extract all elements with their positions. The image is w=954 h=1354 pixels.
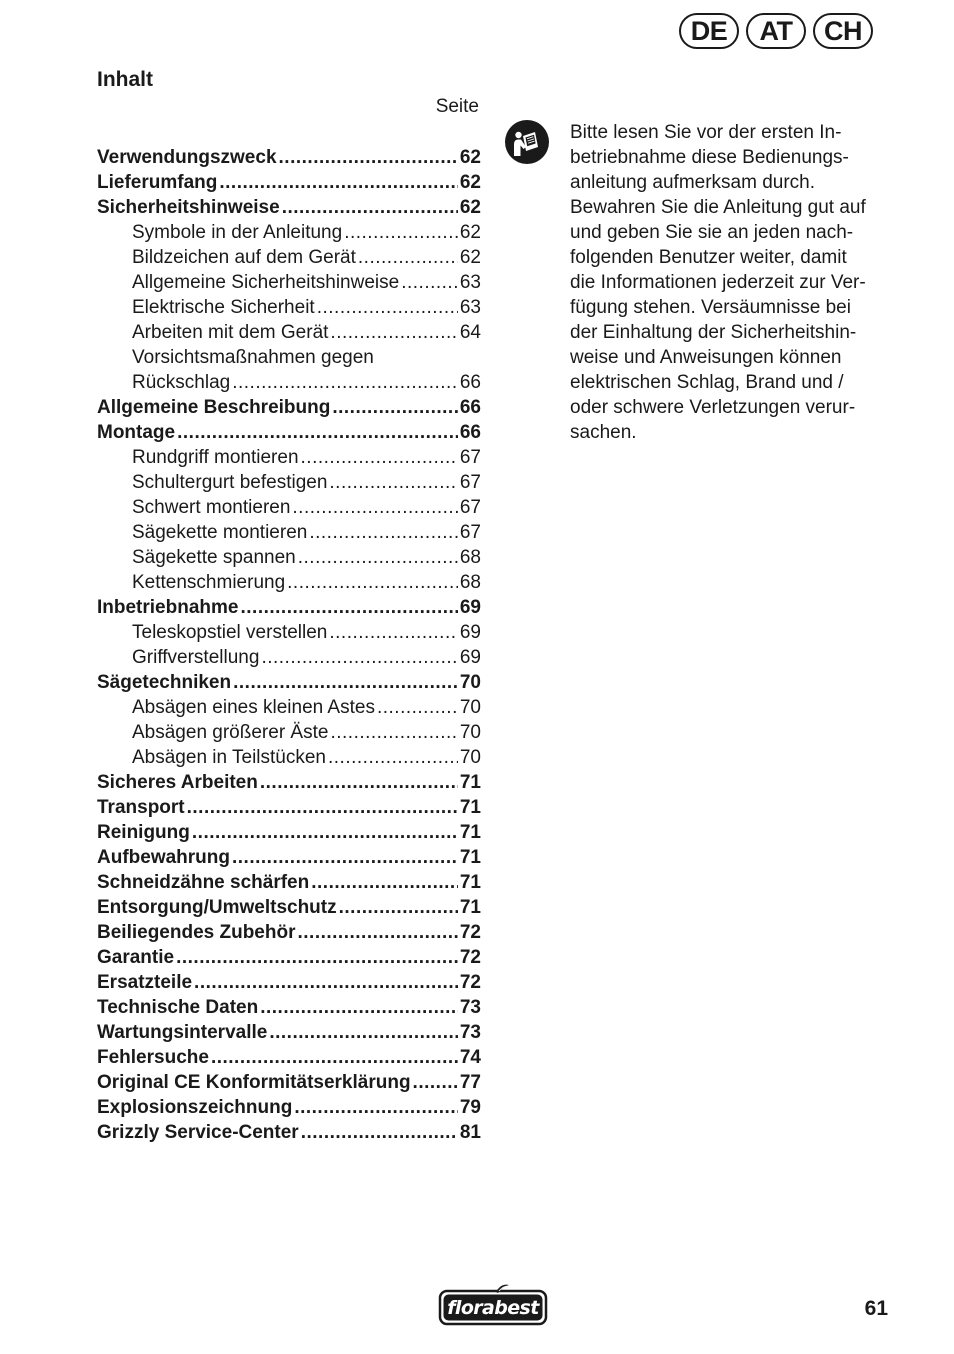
notice-line: anleitung aufmerksam durch.: [570, 172, 816, 193]
toc-entry-page: 68: [459, 572, 481, 593]
toc-entry: [97, 295, 481, 320]
toc-leader-dots: [297, 920, 457, 945]
toc-entry: [97, 370, 481, 395]
toc-leader-dots: [332, 395, 458, 420]
toc-leader-dots: [294, 1095, 458, 1120]
toc-entry: [97, 1020, 481, 1045]
toc-entry: [97, 395, 481, 420]
toc-leader-dots: [330, 720, 457, 745]
toc-entry-page: 62: [459, 147, 481, 168]
toc-entry-page: 73: [459, 1022, 481, 1043]
toc-entry-page: 71: [459, 797, 481, 818]
toc-entry: [97, 995, 481, 1020]
toc-entry: [97, 470, 481, 495]
toc-entry: [97, 320, 481, 345]
toc-entry-label: Sägekette spannen: [132, 547, 296, 568]
toc-entry-page: 70: [459, 697, 481, 718]
toc-leader-dots: [269, 1020, 458, 1045]
toc-entry-label: Transport: [97, 797, 185, 818]
toc-entry-label: Kettenschmierung: [132, 572, 286, 593]
toc-entry-page: 66: [459, 422, 481, 443]
toc-entry-label: Sägetechniken: [97, 672, 232, 693]
toc-entry: [97, 745, 481, 770]
toc-entry-page: 68: [459, 547, 481, 568]
toc-entry-page: 70: [459, 747, 481, 768]
notice-line: sachen.: [570, 422, 637, 443]
toc-entry: [97, 220, 481, 245]
toc-leader-dots: [192, 820, 458, 845]
toc-entry: [97, 520, 481, 545]
toc-entry-label: Rundgriff montieren: [132, 447, 299, 468]
toc-leader-dots: [279, 145, 458, 170]
toc-leader-dots: [317, 295, 458, 320]
logo-wordmark: florabest: [447, 1297, 539, 1319]
toc-entry-label: Sicherheitshinweise: [97, 197, 280, 218]
notice-line: betriebnahme diese Bedienungs-: [570, 147, 849, 168]
toc-entry: [97, 1070, 481, 1095]
toc-leader-dots: [187, 795, 458, 820]
toc-entry-label: Montage: [97, 422, 176, 443]
read-manual-icon: [505, 120, 549, 164]
toc-entry: [97, 245, 481, 270]
toc-entry: [97, 820, 481, 845]
toc-entry-page: 71: [459, 847, 481, 868]
toc-entry-page: 69: [459, 622, 481, 643]
toc-entry-label: Allgemeine Beschreibung: [97, 397, 331, 418]
toc-leader-dots: [233, 670, 458, 695]
toc-entry-page: 63: [459, 272, 481, 293]
toc-entry-page: 70: [459, 722, 481, 743]
toc-entry-page: 73: [459, 997, 481, 1018]
toc-entry-label: Explosionszeichnung: [97, 1097, 293, 1118]
toc-leader-dots: [301, 1120, 458, 1145]
language-badge-ch: CH: [813, 13, 873, 49]
toc-entry-label: Lieferumfang: [97, 172, 218, 193]
toc-entry: [97, 195, 481, 220]
toc-entry-label: Ersatzteile: [97, 972, 193, 993]
notice-line: die Informationen jederzeit zur Ver-: [570, 272, 866, 293]
toc-entry: [97, 870, 481, 895]
toc-entry-label: Original CE Konformitätserklärung: [97, 1072, 411, 1093]
toc-entry-label: Schneidzähne schärfen: [97, 872, 310, 893]
florabest-logo: [438, 1282, 548, 1326]
toc-entry-label: Bildzeichen auf dem Gerät: [132, 247, 356, 268]
toc-entry-label: Absägen größerer Äste: [132, 722, 329, 743]
toc-entry-page: 72: [459, 947, 481, 968]
toc-entry: [97, 570, 481, 595]
toc-entry: [97, 420, 481, 445]
toc-entry-page: 79: [459, 1097, 481, 1118]
toc-entry-label: Beiliegendes Zubehör: [97, 922, 296, 943]
toc-entry-page: 66: [459, 397, 481, 418]
toc-leader-dots: [377, 695, 458, 720]
toc-leader-dots: [177, 420, 458, 445]
toc-entry-label: Inbetriebnahme: [97, 597, 239, 618]
toc-entry-label: Absägen eines kleinen Astes: [132, 697, 375, 718]
toc-entry-label: Griffverstellung: [132, 647, 260, 668]
toc-leader-dots: [329, 620, 457, 645]
toc-entry: [97, 695, 481, 720]
notice-line: und geben Sie sie an jeden nach-: [570, 222, 854, 243]
toc-entry: [97, 670, 481, 695]
toc-entry-page: 67: [459, 472, 481, 493]
toc-entry: [97, 345, 481, 370]
toc-entry-page: 71: [459, 772, 481, 793]
reading-notice: [570, 120, 895, 445]
toc-entry: [97, 895, 481, 920]
toc-leader-dots: [401, 270, 458, 295]
toc-entry-label: Grizzly Service-Center: [97, 1122, 299, 1143]
notice-line: folgenden Benutzer weiter, damit: [570, 247, 847, 268]
toc-entry: [97, 595, 481, 620]
toc-entry: [97, 645, 481, 670]
toc-entry-label: Allgemeine Sicherheitshinweise: [132, 272, 400, 293]
notice-line: der Einhaltung der Sicherheitshin-: [570, 322, 857, 343]
toc-entry-page: 69: [459, 647, 481, 668]
toc-leader-dots: [282, 195, 458, 220]
toc-leader-dots: [358, 245, 458, 270]
toc-entry: [97, 495, 481, 520]
toc-entry-page: 81: [459, 1122, 481, 1143]
toc-entry-page: 71: [459, 872, 481, 893]
toc-leader-dots: [260, 770, 458, 795]
toc-entry: [97, 170, 481, 195]
toc-leader-dots: [328, 745, 458, 770]
toc-leader-dots: [339, 895, 458, 920]
toc-leader-dots: [261, 645, 457, 670]
toc-entry: [97, 1095, 481, 1120]
toc-entry-label: Sicheres Arbeiten: [97, 772, 258, 793]
toc-entry: [97, 720, 481, 745]
toc-entry-page: 70: [459, 672, 481, 693]
toc-entry-label: Verwendungszweck: [97, 147, 277, 168]
toc-leader-dots: [298, 545, 458, 570]
page-column-label: Seite: [435, 96, 479, 117]
toc-entry: [97, 545, 481, 570]
toc-leader-dots: [219, 170, 458, 195]
toc-leader-dots: [176, 945, 458, 970]
toc-leader-dots: [287, 570, 458, 595]
toc-entry-page: 77: [459, 1072, 481, 1093]
notice-line: Bewahren Sie die Anleitung gut auf: [570, 197, 866, 218]
toc-leader-dots: [260, 995, 458, 1020]
toc-leader-dots: [301, 445, 458, 470]
toc-leader-dots: [344, 220, 458, 245]
toc-entry-page: 67: [459, 447, 481, 468]
toc-entry: [97, 795, 481, 820]
toc-entry: [97, 620, 481, 645]
toc-entry-label: Elektrische Sicherheit: [132, 297, 315, 318]
toc-entry: [97, 1120, 481, 1145]
toc-entry-label: Schwert montieren: [132, 497, 291, 518]
toc-entry: [97, 970, 481, 995]
toc-entry-label: Entsorgung/Umweltschutz: [97, 897, 337, 918]
notice-line: Bitte lesen Sie vor der ersten In-: [570, 122, 842, 143]
table-of-contents: [97, 145, 481, 1145]
toc-entry-label: Symbole in der Anleitung: [132, 222, 343, 243]
toc-entry-label: Vorsichtsmaßnahmen gegen: [132, 347, 374, 368]
toc-entry-label: Fehlersuche: [97, 1047, 209, 1068]
toc-entry-page: 64: [459, 322, 481, 343]
notice-line: oder schwere Verletzungen verur-: [570, 397, 856, 418]
toc-entry-page: 62: [459, 222, 481, 243]
toc-entry-page: 63: [459, 297, 481, 318]
toc-entry: [97, 1045, 481, 1070]
toc-entry-page: 72: [459, 972, 481, 993]
toc-entry-page: 62: [459, 197, 481, 218]
toc-entry-label: Arbeiten mit dem Gerät: [132, 322, 329, 343]
toc-entry-label: Rückschlag: [132, 372, 231, 393]
toc-entry-page: 69: [459, 597, 481, 618]
toc-entry-label: Absägen in Teilstücken: [132, 747, 326, 768]
toc-entry: [97, 845, 481, 870]
toc-leader-dots: [413, 1070, 458, 1095]
toc-entry: [97, 145, 481, 170]
toc-entry-label: Aufbewahrung: [97, 847, 230, 868]
toc-entry-label: Garantie: [97, 947, 175, 968]
toc-leader-dots: [311, 870, 458, 895]
toc-entry-page: 71: [459, 897, 481, 918]
toc-entry-label: Teleskopstiel verstellen: [132, 622, 328, 643]
toc-title: Inhalt: [97, 68, 153, 91]
toc-entry: [97, 270, 481, 295]
toc-leader-dots: [240, 595, 457, 620]
toc-entry-page: 67: [459, 522, 481, 543]
toc-leader-dots: [194, 970, 458, 995]
toc-entry: [97, 945, 481, 970]
toc-entry-label: Sägekette montieren: [132, 522, 308, 543]
toc-leader-dots: [211, 1045, 458, 1070]
toc-leader-dots: [232, 370, 458, 395]
toc-entry-page: 74: [459, 1047, 481, 1068]
page-number: 61: [864, 1297, 888, 1320]
toc-entry-page: 72: [459, 922, 481, 943]
toc-entry-page: 71: [459, 822, 481, 843]
toc-leader-dots: [232, 845, 458, 870]
toc-entry-label: Technische Daten: [97, 997, 259, 1018]
toc-entry-label: Schultergurt befestigen: [132, 472, 328, 493]
language-badge-de: DE: [679, 13, 739, 49]
toc-entry-page: 62: [459, 172, 481, 193]
notice-line: elektrischen Schlag, Brand und /: [570, 372, 844, 393]
toc-entry: [97, 770, 481, 795]
language-badges: [679, 13, 873, 49]
toc-entry-page: 62: [459, 247, 481, 268]
toc-entry-label: Wartungsintervalle: [97, 1022, 268, 1043]
notice-line: weise und Anweisungen können: [570, 347, 842, 368]
toc-leader-dots: [330, 320, 457, 345]
toc-leader-dots: [309, 520, 458, 545]
language-badge-at: AT: [746, 13, 806, 49]
toc-entry: [97, 445, 481, 470]
toc-leader-dots: [292, 495, 457, 520]
toc-entry-page: 67: [459, 497, 481, 518]
toc-entry-label: Reinigung: [97, 822, 190, 843]
toc-entry: [97, 920, 481, 945]
toc-entry-page: 66: [459, 372, 481, 393]
toc-leader-dots: [329, 470, 457, 495]
notice-line: fügung stehen. Versäumnisse bei: [570, 297, 851, 318]
